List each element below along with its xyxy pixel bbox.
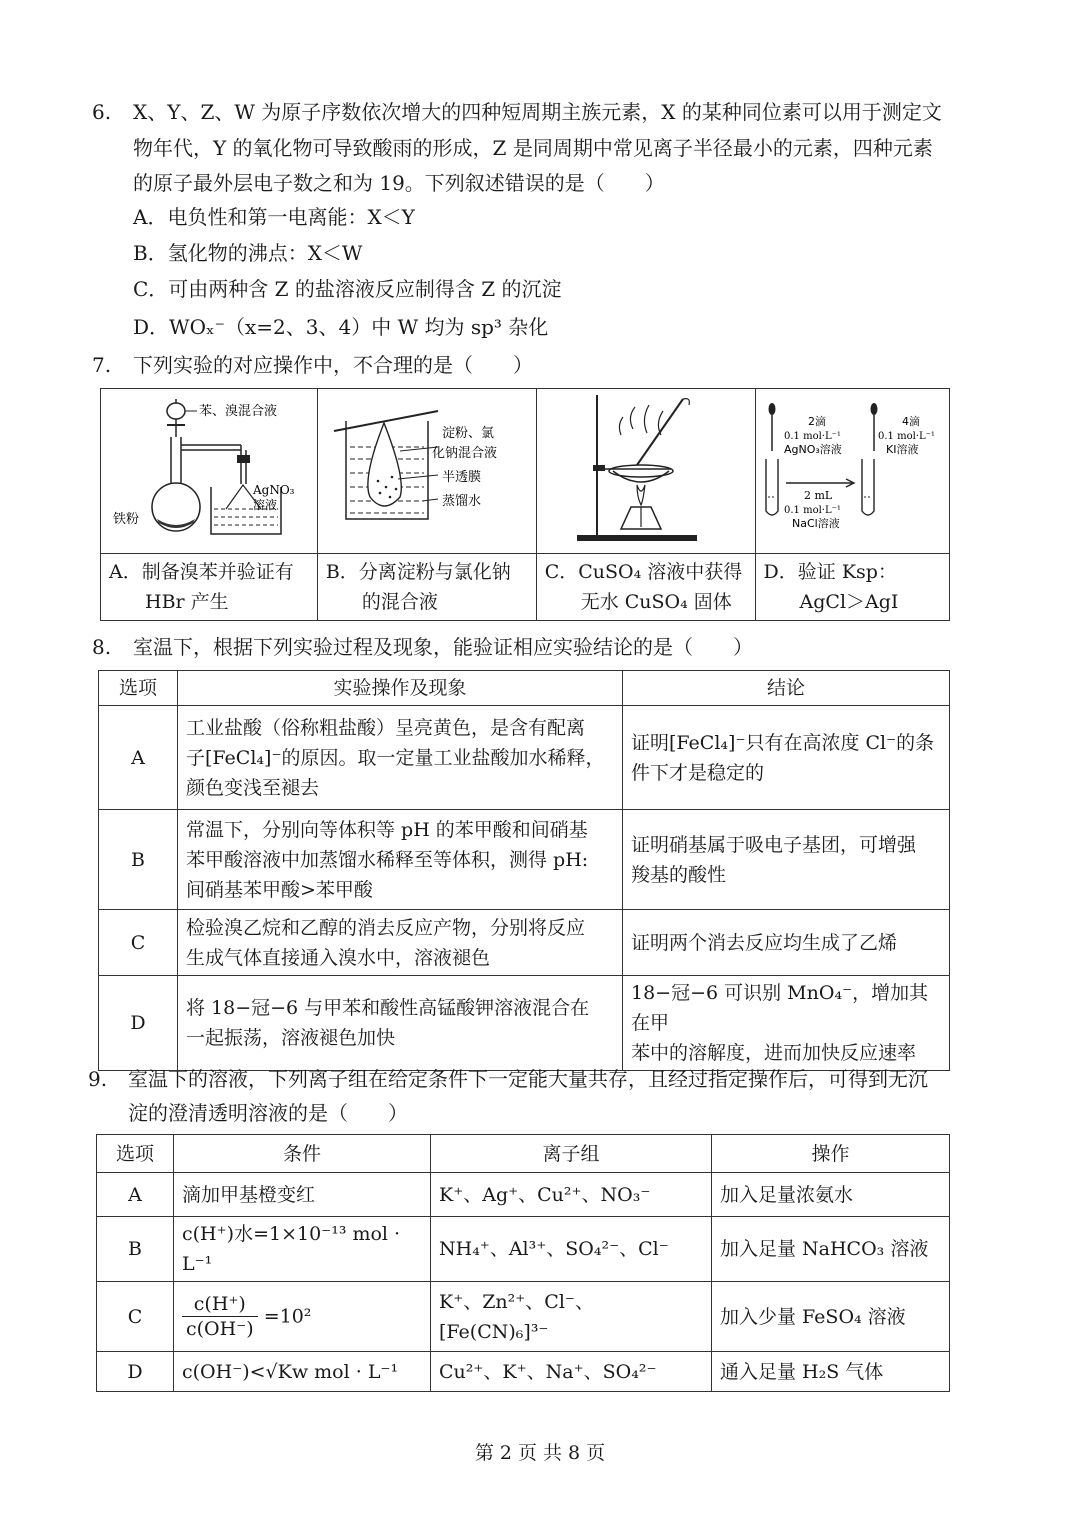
q8-row-d-op-line1: 将 18−冠−6 与甲苯和酸性高锰酸钾溶液混合在	[186, 997, 590, 1019]
q7-number: 7.	[92, 353, 112, 377]
q7-caption-c	[536, 554, 755, 621]
q8-row-a-conclusion	[623, 706, 950, 810]
q8-row-d-con-line2: 苯中的溶解度，进而加快反应速率	[631, 1042, 917, 1064]
q6-option-d: D．WOₓ⁻（x=2、3、4）中 W 均为 sp³ 杂化	[133, 315, 549, 339]
q9-stem-line-1: 室温下的溶液，下列离子组在给定条件下一定能大量共存，且经过指定操作后，可得到无沉	[128, 1067, 928, 1091]
q6-option-a: A．电负性和第一电离能：X＜Y	[133, 205, 415, 229]
ksp-test-tubes-icon	[756, 389, 946, 544]
page-footer: 第 2 页 共 8 页	[474, 1442, 606, 1464]
q9-row-a-option: A	[97, 1173, 174, 1217]
label-left-conc: 0.1 mol·L⁻¹	[783, 431, 841, 442]
q8-row-c-conclusion	[623, 910, 950, 976]
q9-row-c-condition	[174, 1282, 431, 1352]
q9-row-a-condition: 滴加甲基橙变红	[174, 1173, 431, 1217]
bromobenzene-apparatus-icon	[101, 389, 313, 544]
q8-row-a-op-line3: 颜色变浅至褪去	[186, 776, 320, 799]
fraction-rhs: =10²	[263, 1305, 312, 1328]
q8-row-a-op-line2: 子[FeCl₄]⁻的原因。取一定量工业盐酸加水稀释，	[186, 746, 605, 769]
q7-caption-b-line2: 的混合液	[361, 591, 438, 613]
q7-caption-d-line2: AgCl＞AgI	[799, 591, 899, 613]
q7-caption-d	[755, 554, 949, 621]
q9-header-ions: 离子组	[431, 1135, 712, 1173]
label-mixture: 化钠混合液	[431, 446, 497, 461]
q7-caption-b	[317, 554, 536, 621]
table-row	[99, 910, 950, 976]
label-nacl-solution: NaCl溶液	[791, 517, 840, 530]
q9-row-d-operation: 通入足量 H₂S 气体	[712, 1352, 950, 1392]
q8-table	[98, 670, 950, 1071]
q9-row-d-condition: c(OH⁻)<√Kw mol · L⁻¹	[174, 1352, 431, 1392]
table-row	[99, 706, 950, 810]
q9-number: 9.	[88, 1067, 108, 1091]
label-ki-solution: KI溶液	[885, 443, 919, 456]
q7-diagram-b	[317, 389, 536, 554]
fraction-denominator: c(OH⁻)	[186, 1318, 254, 1340]
q9-row-d-ions: Cu²⁺、K⁺、Na⁺、SO₄²⁻	[431, 1352, 712, 1392]
q6-option-b: B．氢化物的沸点：X＜W	[133, 241, 363, 265]
q9-header-condition: 条件	[174, 1135, 431, 1173]
label-starch-nacl: 淀粉、氯	[441, 426, 494, 441]
q8-header-option: 选项	[99, 671, 178, 706]
fraction-numerator: c(H⁺)	[182, 1292, 258, 1317]
q7-stem: 下列实验的对应操作中，不合理的是（ ）	[133, 353, 533, 377]
q7-diagram-c	[536, 389, 755, 554]
q7-caption-a-line1: A．制备溴苯并验证有	[109, 561, 294, 583]
q9-row-a-ions: K⁺、Ag⁺、Cu²⁺、NO₃⁻	[431, 1173, 712, 1217]
q6-number: 6.	[92, 100, 112, 124]
q7-diagram-d	[755, 389, 949, 554]
q7-caption-d-line1: D．验证 Ksp：	[763, 561, 897, 583]
label-bottom-conc: 0.1 mol·L⁻¹	[783, 505, 841, 516]
label-4-drops: 4滴	[901, 415, 920, 428]
q9-row-c-fraction	[182, 1292, 258, 1341]
q6-stem-line-1: X、Y、Z、W 为原子序数依次增大的四种短周期主族元素，X 的某种同位素可以用于测定文	[133, 100, 942, 124]
label-solution: 溶液	[253, 498, 278, 512]
q8-row-d-op-line2: 一起振荡，溶液褪色加快	[186, 1027, 396, 1049]
label-2ml: 2 mL	[803, 489, 832, 502]
q8-stem: 室温下，根据下列实验过程及现象，能验证相应实验结论的是（ ）	[133, 635, 753, 659]
q8-row-a-con-line1: 证明[FeCl₄]⁻只有在高浓度 Cl⁻的条	[631, 731, 935, 754]
q7-caption-b-line1: B．分离淀粉与氯化钠	[325, 561, 511, 583]
table-row	[97, 1352, 950, 1392]
q8-row-d-option: D	[99, 976, 178, 1071]
q9-row-b-ions: NH₄⁺、Al³⁺、SO₄²⁻、Cl⁻	[431, 1217, 712, 1282]
q8-header-conclusion: 结论	[623, 671, 950, 706]
q8-row-c-op-line1: 检验溴乙烷和乙醇的消去反应产物，分别将反应	[186, 916, 586, 939]
q8-row-d-con-line1: 18−冠−6 可识别 MnO₄⁻，增加其在甲	[631, 982, 929, 1034]
q8-row-b-conclusion	[623, 810, 950, 910]
q9-row-c-ions: K⁺、Zn²⁺、Cl⁻、[Fe(CN)₆]³⁻	[431, 1282, 712, 1352]
q9-row-d-option: D	[97, 1352, 174, 1392]
q8-row-b-op-line2: 苯甲酸溶液中加蒸馏水稀释至等体积，测得 pH:	[186, 848, 589, 871]
q7-caption-c-line1: C．CuSO₄ 溶液中获得	[544, 561, 743, 583]
q8-row-a-operation	[178, 706, 623, 810]
label-right-conc: 0.1 mol·L⁻¹	[877, 431, 935, 442]
table-row	[99, 976, 950, 1071]
q9-row-a-operation: 加入足量浓氨水	[712, 1173, 950, 1217]
q7-table	[100, 388, 950, 621]
q8-row-b-con-line1: 证明硝基属于吸电子基团，可增强	[631, 833, 917, 856]
q7-caption-a-line2: HBr 产生	[145, 591, 229, 613]
q9-header-operation: 操作	[712, 1135, 950, 1173]
q8-row-a-option: A	[99, 706, 178, 810]
q8-row-d-operation	[178, 976, 623, 1071]
table-row	[97, 1173, 950, 1217]
q8-header-operation: 实验操作及现象	[178, 671, 623, 706]
q8-row-b-con-line2: 羧基的酸性	[631, 863, 727, 886]
q9-row-c-operation: 加入少量 FeSO₄ 溶液	[712, 1282, 950, 1352]
q9-table	[96, 1134, 950, 1392]
q9-stem-line-2: 淀的澄清透明溶液的是（ ）	[128, 1101, 408, 1125]
evaporating-dish-icon	[537, 389, 751, 544]
dialysis-beaker-icon	[318, 389, 532, 544]
q8-row-b-option: B	[99, 810, 178, 910]
q6-option-c: C．可由两种含 Z 的盐溶液反应制得含 Z 的沉淀	[133, 277, 562, 301]
label-iron-powder: 铁粉	[113, 512, 140, 527]
q6-stem-line-3: 的原子最外层电子数之和为 19。下列叙述错误的是（ ）	[133, 171, 665, 195]
label-distilled-water: 蒸馏水	[441, 494, 481, 509]
q9-row-c-option: C	[97, 1282, 174, 1352]
q7-caption-a	[101, 554, 318, 621]
label-benzene-bromine: 苯、溴混合液	[199, 404, 278, 419]
table-row	[99, 810, 950, 910]
q8-row-c-op-line2: 生成气体直接通入溴水中，溶液褪色	[186, 946, 491, 969]
q8-number: 8.	[92, 635, 112, 659]
q6-stem-line-2: 物年代，Y 的氧化物可导致酸雨的形成，Z 是同周期中常见离子半径最小的元素，四种元素	[133, 136, 933, 160]
label-2-drops: 2滴	[807, 415, 826, 428]
q9-row-b-condition: c(H⁺)水=1×10⁻¹³ mol · L⁻¹	[174, 1217, 431, 1282]
label-agno3-solution: AgNO₃溶液	[783, 443, 842, 456]
q8-row-a-con-line2: 件下才是稳定的	[631, 761, 765, 784]
q9-row-b-option: B	[97, 1217, 174, 1282]
q8-row-b-operation	[178, 810, 623, 910]
label-agno3: AgNO₃	[253, 483, 295, 497]
q8-row-c-con-line1: 证明两个消去反应均生成了乙烯	[631, 931, 898, 954]
q9-header-option: 选项	[97, 1135, 174, 1173]
table-row	[97, 1217, 950, 1282]
label-membrane: 半透膜	[441, 470, 481, 485]
q8-row-c-option: C	[99, 910, 178, 976]
q7-diagram-a	[101, 389, 318, 554]
q8-row-c-operation	[178, 910, 623, 976]
q8-row-b-op-line3: 间硝基苯甲酸>苯甲酸	[186, 878, 373, 901]
q8-row-a-op-line1: 工业盐酸（俗称粗盐酸）呈亮黄色，是含有配离	[186, 716, 586, 739]
q8-row-d-conclusion	[623, 976, 950, 1071]
q7-caption-c-line2: 无水 CuSO₄ 固体	[580, 591, 732, 613]
table-row	[97, 1282, 950, 1352]
q8-row-b-op-line1: 常温下，分别向等体积等 pH 的苯甲酸和间硝基	[186, 818, 588, 841]
q9-row-b-operation: 加入足量 NaHCO₃ 溶液	[712, 1217, 950, 1282]
